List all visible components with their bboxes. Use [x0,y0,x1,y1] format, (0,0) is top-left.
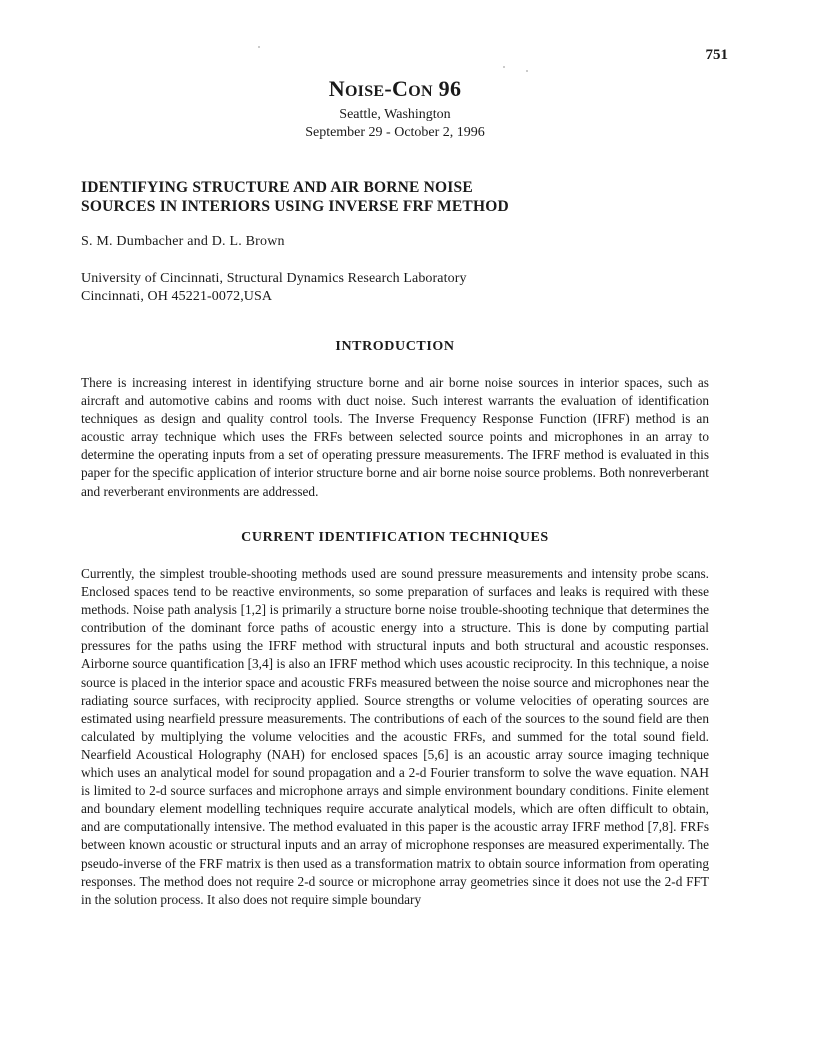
paper-title-line: IDENTIFYING STRUCTURE AND AIR BORNE NOISE [81,179,473,196]
affiliation [81,270,467,306]
scan-speck [526,70,528,72]
conference-location: Seattle, Washington [339,107,451,122]
paper-title-line: SOURCES IN INTERIORS USING INVERSE FRF METHOD [81,198,509,215]
section-heading-introduction: INTRODUCTION [335,339,455,354]
page-number: 751 [705,47,728,63]
current-techniques-paragraph: Currently, the simplest trouble-shooting methods used are sound pressure measurements and intensity probe scans. Enclosed spaces tend to be reactive environments, so some preparation of surfaces and leaks is required with these methods. Noise path analysis [1,2] is primarily a structure borne noise trouble-shooting technique that determines the contribution of the dominant force paths of acoustic energy into a structure. This is done by computing partial pressures for the paths using the IFRF method with structural inputs and both structural and acoustic responses. Airborne source quantification [3,4] is also an IFRF method which uses acoustic reciprocity. In this technique, a noise source is placed in the interior space and acoustic FRFs measured between the noise source and microphones near the radiating source surfaces, with reciprocity applied. Source strengths or volume velocities of operating sources are estimated using nearfield pressure measurements. The contributions of each of the sources to the sound field are then calculated by multiplying the volume velocities and the acoustic FRFs, and summed for the total sound field. Nearfield Acoustical Holography (NAH) for enclosed spaces [5,6] is an acoustic array source imaging technique which uses an analytical model for sound propagation and a 2-d Fourier transform to solve the wave equation. NAH is limited to 2-d source surfaces and microphone arrays and simple environment boundary conditions. Finite element and boundary element modelling techniques require accurate analytical models, which are often difficult to obtain, and are computationally intensive. The method evaluated in this paper is the acoustic array IFRF method [7,8]. FRFs between known acoustic or structural inputs and an array of microphone responses are measured experimentally. The pseudo-inverse of the FRF matrix is then used as a transformation matrix to obtain source information from operating responses. The method does not require 2-d source or microphone array geometries since it does not use the 2-d FFT in the solution process. It also does not require simple boundary [81,566,709,907]
conference-dates: September 29 - October 2, 1996 [305,125,485,140]
affiliation-line: Cincinnati, OH 45221-0072,USA [81,289,273,304]
section-heading-current-techniques: CURRENT IDENTIFICATION TECHNIQUES [241,530,549,545]
scan-speck [258,46,260,48]
conference-title: NOISE-CON 96 [328,76,462,101]
introduction-paragraph: There is increasing interest in identifying structure borne and air borne noise sources in interior spaces, such as aircraft and automotive cabins and rooms with duct noise. Such interest warrants the evaluation of identification techniques as design and quality control tools. The Inverse Frequency Response Function (IFRF) method is an acoustic array technique which uses the FRFs between selected source points and microphones in an array to determine the operating inputs from a set of operating pressure measurements. The IFRF method is evaluated in this paper for the specific application of interior structure borne and air borne noise source problems. Both nonreverberant and reverberant environments are addressed. [81,375,709,499]
scan-speck [503,66,505,68]
authors: S. M. Dumbacher and D. L. Brown [81,234,285,249]
paper-title [81,178,721,216]
affiliation-line: University of Cincinnati, Structural Dynamics Research Laboratory [81,271,467,286]
